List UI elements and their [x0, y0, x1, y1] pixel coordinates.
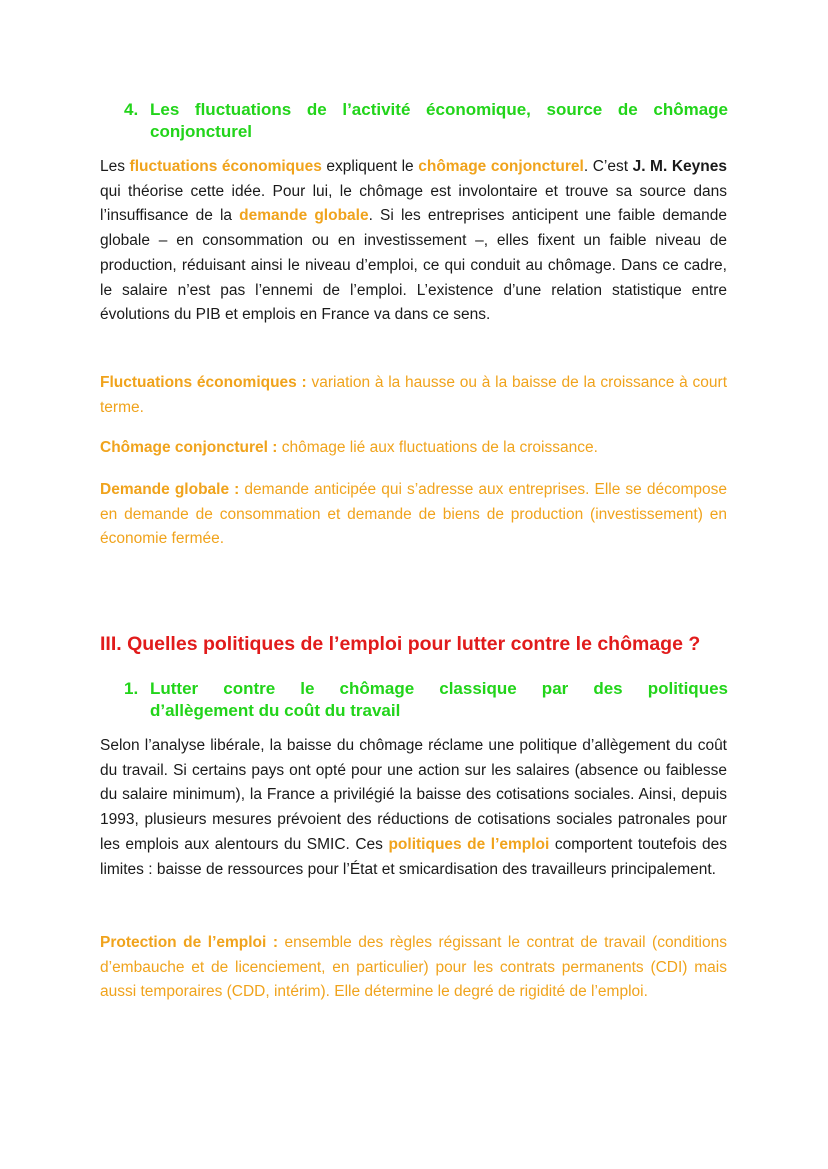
- keyword-politiques-emploi: politiques de l’emploi: [388, 835, 550, 853]
- definition-chomage-conjoncturel: [100, 436, 727, 461]
- text-run: . Si les entreprises anticipent une faible demande globale – en consommation ou en investissement –, elles fixent un faible niveau de production, réduisant ainsi le niveau d’emploi, ce qui conduit au chômage. Dans ce cadre, le salaire n’est pas l’ennemi de l’emploi. L’existence d’une relation statistique entre évolutions du PIB et emplois en France va dans ce sens.: [100, 207, 727, 324]
- keyword-demande-globale: demande globale: [239, 207, 369, 225]
- subheading-number: 4.: [124, 100, 139, 119]
- keyword-fluctuations: fluctuations économiques: [129, 158, 322, 175]
- text-run: . C’est: [583, 158, 633, 175]
- author-name: J. M. Keynes: [632, 158, 727, 175]
- definition-term: Protection de l’emploi :: [100, 934, 279, 951]
- definition-text: ensemble des règles régissant le contrat de travail (conditions d’embauche et de licenciement, en particulier) pour les contrats permanents (CDI) mais aussi temporaires (CDD, intérim). Elle détermine le degré de rigidité de l’emploi.: [100, 934, 727, 1001]
- text-run: Les: [100, 158, 130, 175]
- definition-text: variation à la hausse ou à la baisse de la croissance à court terme.: [100, 374, 728, 416]
- subheading-text: [150, 99, 728, 143]
- subheading-line: conjoncturel: [150, 122, 253, 141]
- definition-text: chômage lié aux fluctuations de la croissance.: [277, 439, 598, 456]
- text-run: comportent toutefois des limites : baisse de ressources pour l’État et smicardisation des travailleurs principalement.: [100, 835, 728, 878]
- definition-term: Demande globale :: [100, 481, 240, 498]
- definition-fluctuations: [100, 371, 727, 420]
- definition-term: Chômage conjoncturel :: [100, 439, 278, 456]
- subheading-line: d’allègement du coût du travail: [150, 701, 401, 720]
- subheading-number: 1.: [124, 679, 139, 698]
- definition-demande-globale: [100, 478, 727, 552]
- definition-term: Fluctuations économiques :: [100, 374, 307, 391]
- section-title-iii: III. Quelles politiques de l’emploi pour lutter contre le chômage ?: [100, 633, 701, 655]
- paragraph-keynes: [100, 155, 727, 328]
- definition-text: demande anticipée qui s’adresse aux entreprises. Elle se décompose en demande de consommation et demande de biens de production (investissement) en économie fermée.: [100, 481, 728, 548]
- subheading-line: Lutter contre le chômage classique par des politiques: [150, 679, 728, 698]
- text-run: qui théorise cette idée. Pour lui, le chômage est involontaire et trouve sa source dans l’insuffisance de la: [100, 182, 727, 225]
- text-run: Selon l’analyse libérale, la baisse du chômage réclame une politique d’allègement du coût du travail. Si certains pays ont opté pour une action sur les salaires (absence ou faiblesse du salaire minimum), la France a privilégié la baisse des cotisations sociales. Ainsi, depuis 1993, plusieurs mesures prévoient des réductions de cotisations sociales patronales pour les emplois aux alentours du SMIC. Ces: [100, 737, 727, 853]
- subheading-4: [124, 99, 728, 143]
- keyword-chomage-conjoncturel: chômage conjoncturel: [418, 158, 584, 175]
- subheading-1: [124, 678, 728, 722]
- text-run: expliquent le: [321, 158, 419, 175]
- paragraph-liberal-analysis: [100, 734, 727, 882]
- subheading-line: Les fluctuations de l’activité économique, source de chômage: [150, 100, 728, 119]
- subheading-text: [150, 678, 728, 722]
- definition-protection-emploi: [100, 931, 727, 1005]
